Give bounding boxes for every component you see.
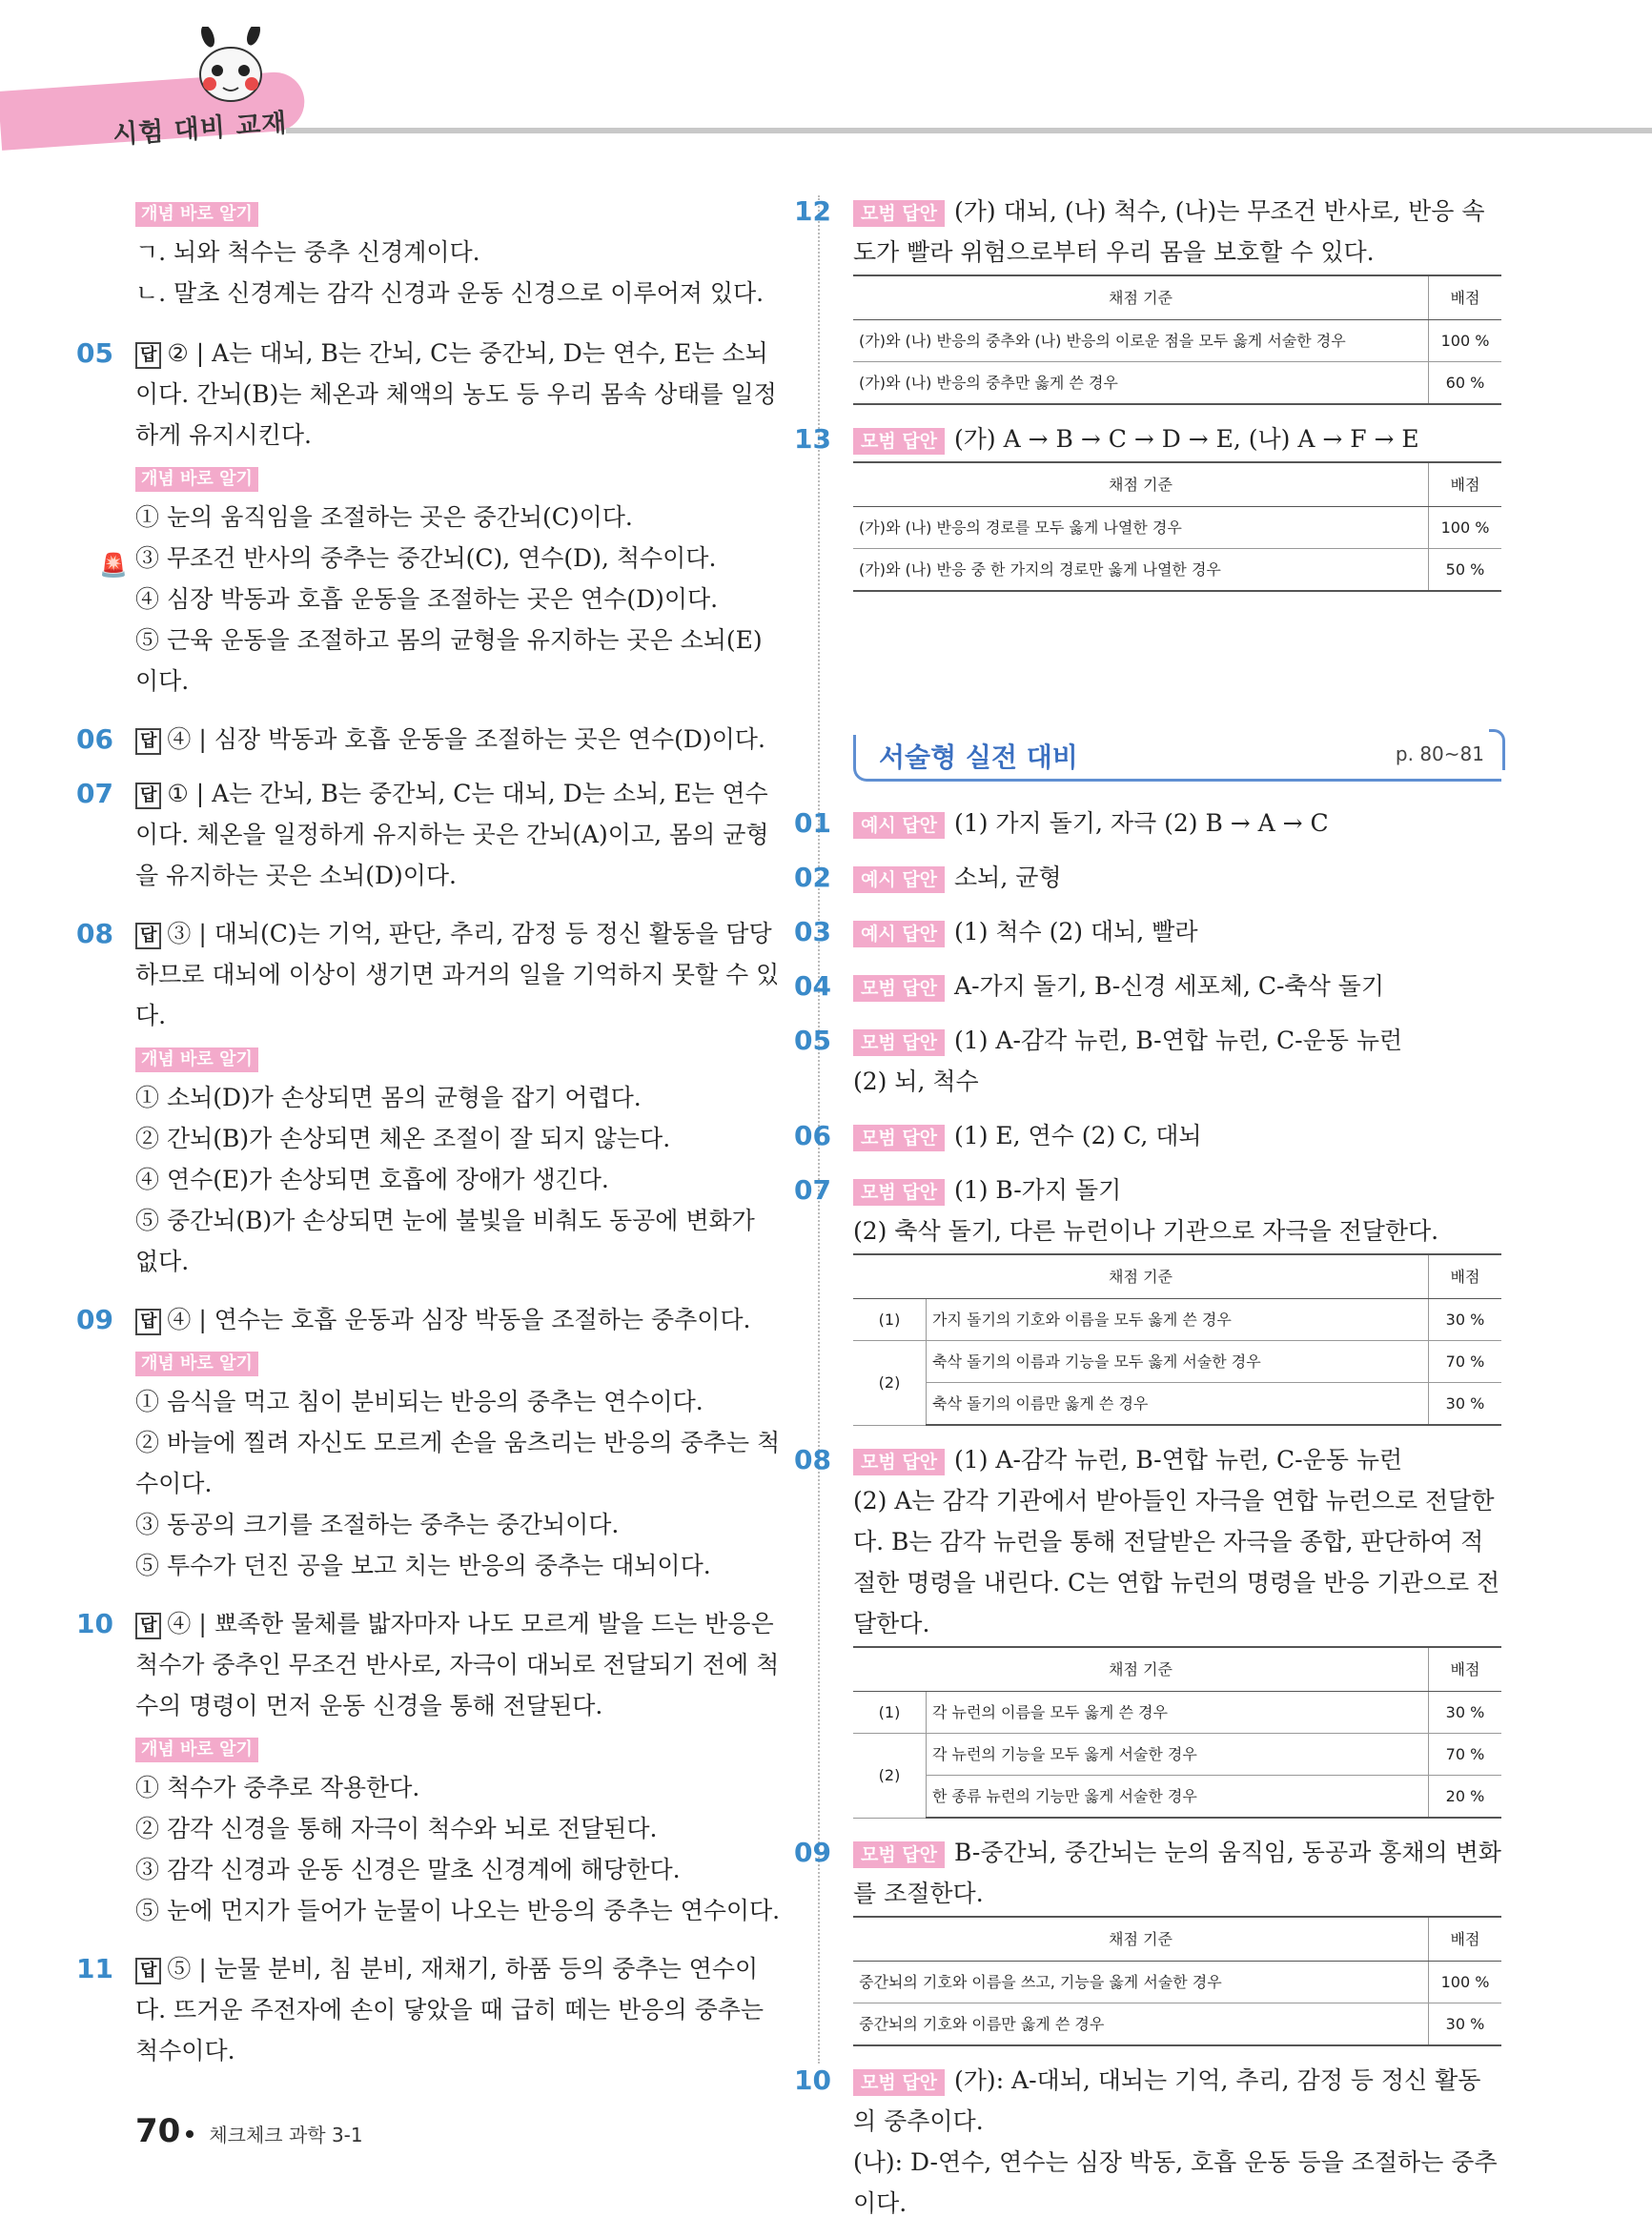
text-line: ④ 연수(E)가 손상되면 호흡에 장애가 생긴다.: [135, 1166, 609, 1193]
answer-text: (1) 가지 돌기, 자극 (2) B → A → C: [954, 809, 1329, 837]
scoring-table: [853, 275, 1501, 405]
header-title: 시험 대비 교재: [112, 108, 289, 151]
scoring-table: [853, 1646, 1501, 1819]
points-cell: 70 %: [1429, 1341, 1502, 1383]
points-cell: 30 %: [1429, 1299, 1502, 1341]
criteria-cell: (가)와 (나) 반응의 중추만 옳게 쓴 경우: [853, 362, 1429, 405]
answer-text-2: (2) 축삭 돌기, 다른 뉴런이나 기관으로 자극을 전달한다.: [853, 1217, 1439, 1245]
question-number: 13: [794, 423, 831, 455]
points-cell: 30 %: [1429, 1383, 1502, 1426]
answer-text: (1) A-감각 뉴런, B-연합 뉴런, C-운동 뉴런: [954, 1446, 1403, 1474]
question-number: 01: [794, 807, 831, 839]
sub-question-cell: (2): [853, 1734, 927, 1819]
section-pages: p. 80~81: [1395, 742, 1484, 765]
scoring-table: [853, 1916, 1501, 2046]
essay-10: [794, 2060, 1501, 2224]
answer-text: (1) B-가지 돌기: [954, 1176, 1122, 1204]
essay-07: [794, 1169, 1501, 1426]
text-line: ① 소뇌(D)가 손상되면 몸의 균형을 잡기 어렵다.: [135, 1084, 642, 1111]
left-column: [76, 191, 784, 2084]
criteria-cell: 각 뉴런의 기능을 모두 옳게 서술한 경우: [927, 1734, 1429, 1776]
table-row: [853, 1734, 1501, 1776]
answer-badge: 답: [135, 923, 161, 949]
alarm-icon: 🚨: [99, 552, 128, 579]
text-line: ① 척수가 중추로 작용한다.: [135, 1774, 420, 1801]
criteria-cell: (가)와 (나) 반응 중 한 가지의 경로만 옳게 나열한 경우: [853, 549, 1429, 592]
criteria-cell: 중간뇌의 기호와 이름만 옳게 쓴 경우: [853, 2003, 1429, 2046]
answer-text-2: (나): D-연수, 연수는 심장 박동, 호흡 운동 등을 조절하는 중추이다.: [853, 2148, 1498, 2217]
sub-question-cell: (1): [853, 1299, 927, 1341]
criteria-cell: 한 종류 뉴런의 기능만 옳게 서술한 경우: [927, 1776, 1429, 1819]
table-header-criteria: 채점 기준: [853, 1254, 1429, 1299]
answer-badge: 답: [135, 1309, 161, 1335]
essay-02: [794, 857, 1501, 898]
model-answer-tag: 모범 답안: [853, 1179, 945, 1206]
scoring-table: [853, 461, 1501, 592]
answer-text: ④ | 심장 박동과 호흡 운동을 조절하는 곳은 연수(D)이다.: [167, 725, 765, 753]
table-header-points: 배점: [1429, 1647, 1502, 1692]
points-cell: 30 %: [1429, 1692, 1502, 1734]
question-number: 08: [76, 918, 113, 949]
page-number: 70: [135, 2112, 181, 2150]
section-header-corner: [1489, 729, 1505, 770]
points-cell: 100 %: [1429, 507, 1502, 549]
page-footer: [135, 2112, 363, 2150]
question-10: [76, 1603, 784, 1931]
concept-label: 개념 바로 알기: [135, 1738, 258, 1762]
answer-text-2: (2) 뇌, 척수: [853, 1068, 979, 1095]
question-number: 03: [794, 916, 831, 947]
section-header: [853, 735, 1501, 782]
question-05: [76, 333, 784, 702]
question-06: [76, 719, 784, 760]
answer-text: (가) A → B → C → D → E, (나) A → F → E: [954, 425, 1419, 453]
table-header-criteria: 채점 기준: [853, 275, 1429, 320]
points-cell: 60 %: [1429, 362, 1502, 405]
model-answer-tag: 모범 답안: [853, 1449, 945, 1475]
question-12: [794, 191, 1501, 405]
model-answer-tag: 모범 답안: [853, 1029, 945, 1056]
answer-text: (1) E, 연수 (2) C, 대뇌: [954, 1122, 1202, 1149]
question-number: 02: [794, 862, 831, 893]
points-cell: 70 %: [1429, 1734, 1502, 1776]
table-row: [853, 320, 1501, 362]
table-row: [853, 1776, 1501, 1819]
text-line: ⑤ 근육 운동을 조절하고 몸의 균형을 유지하는 곳은 소뇌(E)이다.: [135, 626, 763, 695]
answer-text: (1) 척수 (2) 대뇌, 빨라: [954, 918, 1198, 946]
text-line: ① 음식을 먹고 침이 분비되는 반응의 중추는 연수이다.: [135, 1388, 704, 1415]
table-row: [853, 362, 1501, 405]
table-row: [853, 549, 1501, 592]
criteria-cell: (가)와 (나) 반응의 경로를 모두 옳게 나열한 경우: [853, 507, 1429, 549]
right-column: [794, 191, 1501, 2237]
criteria-cell: 가지 돌기의 기호와 이름을 모두 옳게 쓴 경우: [927, 1299, 1429, 1341]
question-number: 05: [76, 337, 113, 369]
answer-badge: 답: [135, 783, 161, 809]
answer-text: ④ | 연수는 호흡 운동과 심장 박동을 조절하는 중추이다.: [167, 1306, 751, 1333]
text-line: ㄴ. 말초 신경계는 감각 신경과 운동 신경으로 이루어져 있다.: [135, 279, 765, 307]
section-title: 서술형 실전 대비: [879, 742, 1078, 773]
answer-text: ② | A는 대뇌, B는 간뇌, C는 중간뇌, D는 연수, E는 소뇌이다. 간뇌(B)는 체온과 체액의 농도 등 우리 몸속 상태를 일정하게 유지시킨다.: [135, 339, 777, 449]
essay-03: [794, 911, 1501, 952]
answer-text: A-가지 돌기, B-신경 세포체, C-축삭 돌기: [954, 972, 1384, 1000]
text-line: ⑤ 눈에 먼지가 들어가 눈물이 나오는 반응의 중추는 연수이다.: [135, 1897, 781, 1924]
answer-text: ① | A는 간뇌, B는 중간뇌, C는 대뇌, D는 소뇌, E는 연수이다. 체온을 일정하게 유지하는 곳은 간뇌(A)이고, 몸의 균형을 유지하는 곳은 소뇌(D)이다.: [135, 780, 769, 889]
question-11: [76, 1948, 784, 2071]
answer-text: ④ | 뾰족한 물체를 밟자마자 나도 모르게 발을 드는 반응은 척수가 중추인 무조건 반사로, 자극이 대뇌로 전달되기 전에 척수의 명령이 먼저 운동 신경을 통해 전달된다.: [135, 1610, 780, 1719]
question-08: [76, 913, 784, 1282]
question-number: 09: [76, 1304, 113, 1335]
points-cell: 100 %: [1429, 320, 1502, 362]
table-header-criteria: 채점 기준: [853, 1647, 1429, 1692]
criteria-cell: 각 뉴런의 이름을 모두 옳게 쓴 경우: [927, 1692, 1429, 1734]
table-row: [853, 1383, 1501, 1426]
model-answer-tag: 모범 답안: [853, 2069, 945, 2096]
answer-text: ③ | 대뇌(C)는 기억, 판단, 추리, 감정 등 정신 활동을 담당하므로 대뇌에 이상이 생기면 과거의 일을 기억하지 못할 수 있다.: [135, 920, 780, 1029]
example-answer-tag: 예시 답안: [853, 812, 945, 839]
answer-text: 소뇌, 균형: [954, 864, 1062, 891]
answer-badge: 답: [135, 342, 161, 369]
example-answer-tag: 예시 답안: [853, 921, 945, 947]
table-header-points: 배점: [1429, 275, 1502, 320]
question-number: 07: [76, 778, 113, 809]
text-line: ② 바늘에 찔려 자신도 모르게 손을 움츠리는 반응의 중추는 척수이다.: [135, 1429, 781, 1497]
model-answer-tag: 모범 답안: [853, 428, 945, 455]
question-number: 10: [76, 1608, 113, 1639]
essay-04: [794, 966, 1501, 1007]
answer-text: (가) 대뇌, (나) 척수, (나)는 무조건 반사로, 반응 속도가 빨라 위험으로부터 우리 몸을 보호할 수 있다.: [853, 197, 1485, 266]
answer-text: B-중간뇌, 중간뇌는 눈의 움직임, 동공과 홍채의 변화를 조절한다.: [853, 1839, 1501, 1907]
answer-text-2: (2) A는 감각 기관에서 받아들인 자극을 연합 뉴런으로 전달한다. B는 감각 뉴런을 통해 전달받은 자극을 종합, 판단하여 적절한 명령을 내린다. C는 연합 뉴런의 명령을 반응 기관으로 전달한다.: [853, 1487, 1500, 1637]
text-line: ② 감각 신경을 통해 자극이 척수와 뇌로 전달된다.: [135, 1815, 658, 1842]
question-number: 04: [794, 970, 831, 1002]
essay-05: [794, 1020, 1501, 1102]
points-cell: 100 %: [1429, 1962, 1502, 2003]
book-title: 체크체크 과학 3-1: [209, 2124, 363, 2146]
question-number: 11: [76, 1953, 113, 1984]
footer-bullet-icon: [186, 2130, 194, 2138]
text-line: ㄱ. 뇌와 척수는 중추 신경계이다.: [135, 238, 480, 266]
essay-01: [794, 803, 1501, 844]
question-13: [794, 418, 1501, 592]
criteria-cell: 축삭 돌기의 이름과 기능을 모두 옳게 서술한 경우: [927, 1341, 1429, 1383]
question-number: 06: [76, 723, 113, 755]
sub-question-cell: (1): [853, 1692, 927, 1734]
answer-badge: 답: [135, 1958, 161, 1984]
answer-badge: 답: [135, 728, 161, 755]
question-number: 08: [794, 1444, 831, 1475]
text-line: ① 눈의 움직임을 조절하는 곳은 중간뇌(C)이다.: [135, 503, 633, 531]
question-number: 10: [794, 2064, 831, 2096]
text-line: ③ 동공의 크기를 조절하는 중추는 중간뇌이다.: [135, 1511, 620, 1538]
table-header-points: 배점: [1429, 1917, 1502, 1962]
table-row: [853, 507, 1501, 549]
model-answer-tag: 모범 답안: [853, 1841, 945, 1868]
concept-label: 개념 바로 알기: [135, 1352, 258, 1376]
question-number: 12: [794, 195, 831, 227]
question-number: 07: [794, 1174, 831, 1206]
criteria-cell: 중간뇌의 기호와 이름을 쓰고, 기능을 옳게 서술한 경우: [853, 1962, 1429, 2003]
essay-09: [794, 1832, 1501, 2046]
model-answer-tag: 모범 답안: [853, 1125, 945, 1151]
text-line-content: ③ 무조건 반사의 중추는 중간뇌(C), 연수(D), 척수이다.: [135, 544, 717, 572]
table-header-points: 배점: [1429, 1254, 1502, 1299]
essay-06: [794, 1115, 1501, 1156]
text-line: ② 간뇌(B)가 손상되면 체온 조절이 잘 되지 않는다.: [135, 1125, 671, 1152]
table-row: [853, 1692, 1501, 1734]
answer-badge: 답: [135, 1613, 161, 1639]
mascot-icon: [187, 27, 282, 112]
table-row: [853, 1299, 1501, 1341]
table-row: [853, 1962, 1501, 2003]
question-07: [76, 773, 784, 896]
answer-text: ⑤ | 눈물 분비, 침 분비, 재채기, 하품 등의 중추는 연수이다. 뜨거운 주전자에 손이 닿았을 때 급히 떼는 반응의 중추는 척수이다.: [135, 1955, 765, 2064]
scoring-table: [853, 1253, 1501, 1426]
concept-label: 개념 바로 알기: [135, 202, 258, 227]
concept-label: 개념 바로 알기: [135, 1047, 258, 1072]
question-number: 09: [794, 1837, 831, 1868]
sub-question-cell: (2): [853, 1341, 927, 1426]
text-line: [99, 538, 784, 579]
points-cell: 20 %: [1429, 1776, 1502, 1819]
concept-label: 개념 바로 알기: [135, 467, 258, 492]
text-line: ④ 심장 박동과 호흡 운동을 조절하는 곳은 연수(D)이다.: [135, 585, 719, 613]
model-answer-tag: 모범 답안: [853, 975, 945, 1002]
question-number: 06: [794, 1120, 831, 1151]
table-row: [853, 1341, 1501, 1383]
model-answer-tag: 모범 답안: [853, 200, 945, 227]
text-line: ⑤ 투수가 던진 공을 보고 치는 반응의 중추는 대뇌이다.: [135, 1552, 711, 1579]
question-09: [76, 1299, 784, 1586]
points-cell: 50 %: [1429, 549, 1502, 592]
example-answer-tag: 예시 답안: [853, 866, 945, 893]
table-header-criteria: 채점 기준: [853, 462, 1429, 507]
question-number: 05: [794, 1025, 831, 1056]
intro-block: [135, 191, 784, 314]
text-line: ③ 감각 신경과 운동 신경은 말초 신경계에 해당한다.: [135, 1856, 681, 1883]
criteria-cell: (가)와 (나) 반응의 중추와 (나) 반응의 이로운 점을 모두 옳게 서술한 경우: [853, 320, 1429, 362]
answer-text: (1) A-감각 뉴런, B-연합 뉴런, C-운동 뉴런: [954, 1027, 1403, 1054]
criteria-cell: 축삭 돌기의 이름만 옳게 쓴 경우: [927, 1383, 1429, 1426]
essay-08: [794, 1439, 1501, 1819]
text-line: ⑤ 중간뇌(B)가 손상되면 눈에 불빛을 비춰도 동공에 변화가 없다.: [135, 1207, 755, 1275]
points-cell: 30 %: [1429, 2003, 1502, 2046]
table-header-points: 배점: [1429, 462, 1502, 507]
header-rule: [286, 128, 1652, 133]
table-row: [853, 2003, 1501, 2046]
table-header-criteria: 채점 기준: [853, 1917, 1429, 1962]
answer-text: (가): A-대뇌, 대뇌는 기억, 추리, 감정 등 정신 활동의 중추이다.: [853, 2066, 1481, 2135]
